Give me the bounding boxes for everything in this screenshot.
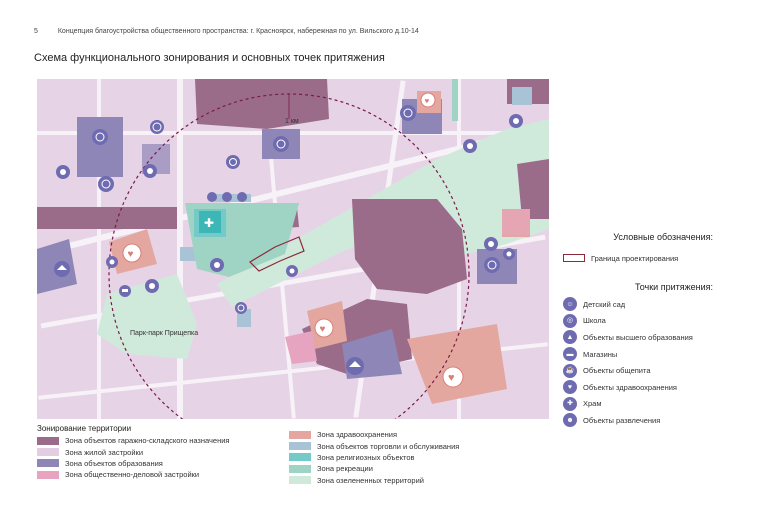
poi-label: Объекты здравоохранения bbox=[583, 382, 677, 392]
university-icon: ▲ bbox=[563, 330, 577, 344]
zone-swatch bbox=[37, 437, 59, 445]
school-icon[interactable] bbox=[273, 136, 289, 152]
zone-label: Зона здравоохранения bbox=[317, 430, 398, 440]
university-icon[interactable] bbox=[54, 261, 70, 277]
health-icon: ♥ bbox=[563, 380, 577, 394]
svg-text:♥: ♥ bbox=[448, 372, 455, 384]
zone-swatch bbox=[289, 476, 311, 484]
poi-label: Объекты общепита bbox=[583, 366, 651, 376]
school-icon[interactable] bbox=[98, 176, 114, 192]
school-icon[interactable] bbox=[226, 155, 240, 169]
health-icon[interactable] bbox=[421, 93, 435, 107]
zone-item bbox=[37, 446, 289, 457]
poi-list bbox=[563, 296, 763, 429]
zone-label: Зона озелененных территорий bbox=[317, 475, 424, 485]
shop-icon: ▬ bbox=[563, 347, 577, 361]
legend bbox=[563, 232, 763, 429]
health-icon[interactable] bbox=[443, 367, 463, 387]
health-icon[interactable] bbox=[123, 244, 141, 262]
kindergarten-icon[interactable] bbox=[106, 256, 118, 268]
kindergarten-icon[interactable] bbox=[150, 120, 164, 134]
poi-row-temple bbox=[563, 396, 763, 413]
school-icon: ◎ bbox=[563, 314, 577, 328]
svg-text:♥: ♥ bbox=[424, 96, 430, 106]
legend-title: Условные обозначения: bbox=[613, 232, 713, 242]
kindergarten-icon: ☺ bbox=[563, 297, 577, 311]
zoning-title: Зонирование территории bbox=[37, 424, 132, 433]
zone-item bbox=[37, 435, 289, 446]
poi-label: Школа bbox=[583, 316, 606, 326]
zoning-legend bbox=[37, 424, 537, 486]
zone-item bbox=[289, 475, 529, 486]
entertainment-icon[interactable] bbox=[463, 139, 477, 153]
zoning-map[interactable] bbox=[37, 79, 549, 419]
radius-label: 1 км bbox=[285, 118, 299, 125]
zone-swatch bbox=[289, 431, 311, 439]
school-icon[interactable] bbox=[235, 302, 247, 314]
zone-item bbox=[289, 452, 529, 463]
kindergarten-icon[interactable] bbox=[286, 265, 298, 277]
zoning-left-column bbox=[37, 435, 289, 486]
zone-swatch bbox=[289, 465, 311, 473]
zone-swatch bbox=[37, 448, 59, 456]
zone-label: Зона объектов торговли и обслуживания bbox=[317, 441, 460, 451]
school-icon[interactable] bbox=[92, 129, 108, 145]
zone-label: Зона жилой застройки bbox=[65, 447, 144, 457]
kindergarten-icon[interactable] bbox=[56, 165, 70, 179]
zone-label: Зона объектов образования bbox=[65, 458, 163, 468]
shop-icon[interactable] bbox=[207, 192, 247, 202]
legend-project-border bbox=[563, 251, 763, 265]
kindergarten-icon[interactable] bbox=[484, 237, 498, 251]
project-border-label: Граница проектирования bbox=[591, 253, 679, 263]
poi-row-cafe bbox=[563, 362, 763, 379]
zone-label: Зона общественно-деловой застройки bbox=[65, 470, 200, 480]
temple-icon[interactable] bbox=[199, 211, 221, 233]
map-svg bbox=[37, 79, 549, 419]
zone-item bbox=[289, 429, 529, 440]
poi-row-university bbox=[563, 329, 763, 346]
svg-text:✚: ✚ bbox=[204, 216, 215, 230]
zone-label: Зона религиозных объектов bbox=[317, 452, 415, 462]
green-strip bbox=[452, 79, 458, 121]
zone-swatch bbox=[37, 471, 59, 479]
document-title: Концепция благоустройства общественного пространства: г. Красноярск, набережная по ул. Вильского д.10-14 bbox=[57, 28, 419, 35]
project-border-swatch bbox=[563, 254, 585, 262]
zone-label: Зона рекреации bbox=[317, 464, 373, 474]
kindergarten-icon[interactable] bbox=[503, 248, 515, 260]
section-title: Схема функционального зонирования и основных точек притяжения bbox=[34, 52, 385, 64]
zone-swatch bbox=[289, 453, 311, 461]
school-icon[interactable] bbox=[400, 105, 416, 121]
zone-label: Зона объектов гаражно-складского назначения bbox=[65, 436, 230, 446]
cafe-icon[interactable] bbox=[145, 279, 159, 293]
health-icon[interactable] bbox=[315, 319, 333, 337]
temple-icon: ✚ bbox=[563, 397, 577, 411]
kindergarten-icon[interactable] bbox=[143, 164, 157, 178]
zoning-right-column bbox=[289, 429, 529, 486]
zone-item bbox=[37, 458, 289, 469]
poi-row-entertainment bbox=[563, 412, 763, 429]
zone-swatch bbox=[37, 459, 59, 467]
cafe-icon: ☕ bbox=[563, 364, 577, 378]
kindergarten-icon[interactable] bbox=[509, 114, 523, 128]
poi-title: Точки притяжения: bbox=[634, 282, 713, 292]
school-icon[interactable] bbox=[484, 257, 500, 273]
poi-row-kindergarten bbox=[563, 296, 763, 313]
university-icon[interactable] bbox=[346, 357, 364, 375]
zone-item bbox=[37, 469, 289, 480]
poi-row-shop bbox=[563, 346, 763, 363]
entertainment-icon: ☻ bbox=[563, 413, 577, 427]
poi-row-school bbox=[563, 313, 763, 330]
svg-text:♥: ♥ bbox=[127, 249, 134, 260]
page-number: 5 bbox=[34, 28, 38, 35]
poi-label: Детский сад bbox=[583, 299, 626, 309]
zone-item bbox=[289, 440, 529, 451]
park-label: Парк-парк Прищепка bbox=[130, 330, 199, 337]
poi-label: Объекты высшего образования bbox=[583, 332, 693, 342]
zone-item bbox=[289, 463, 529, 474]
page-header bbox=[34, 28, 419, 35]
cafe-icon[interactable] bbox=[210, 258, 224, 272]
zone-swatch bbox=[289, 442, 311, 450]
svg-text:♥: ♥ bbox=[319, 324, 326, 335]
poi-label: Магазины bbox=[583, 349, 618, 359]
poi-label: Храм bbox=[583, 399, 602, 409]
poi-row-health bbox=[563, 379, 763, 396]
poi-label: Объекты развлечения bbox=[583, 415, 661, 425]
shop-icon[interactable] bbox=[119, 285, 131, 297]
